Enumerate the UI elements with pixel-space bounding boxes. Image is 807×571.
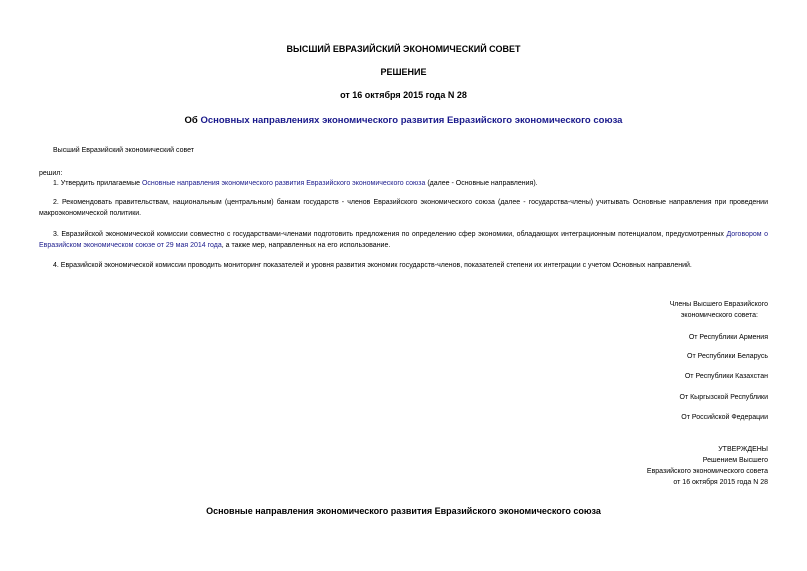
p1-link[interactable]: Основные направления экономического развития Евразийского экономического союза — [141, 180, 426, 187]
signature-russia: От Российской Федерации — [681, 414, 768, 421]
members-line-1: Члены Высшего Евразийского — [669, 301, 768, 308]
signature-armenia: От Республики Армения — [688, 334, 768, 341]
paragraph-3 — [39, 229, 768, 251]
approval-line-2: Решением Высшего — [702, 457, 768, 464]
paragraph-4: 4. Евразийской экономической комиссии проводить мониторинг показателей и уровня развития экономик государств-членов, показателей степени их интеграции с учетом Основных направлений. — [53, 262, 692, 269]
approval-block — [647, 444, 768, 488]
paragraph-1 — [53, 178, 768, 189]
signature-kazakhstan: От Республики Казахстан — [684, 373, 768, 380]
approval-line-1: УТВЕРЖДЕНЫ — [718, 446, 768, 453]
subject-prefix: Об — [184, 115, 201, 126]
decided-label: решил: — [39, 170, 63, 177]
intro-text: Высший Евразийский экономический совет — [53, 147, 194, 154]
p1-prefix: 1. Утвердить прилагаемые — [53, 180, 142, 187]
p3-suffix: , а также мер, направленных на его использование. — [221, 242, 391, 249]
p3-text: 3. Евразийской экономической комиссии совместно с государствами-членами подготовить предложения по определению сфер экономики, обладающих интеграционным потенциалом, предусмотренных — [53, 231, 727, 238]
signature-belarus: От Республики Беларусь — [687, 353, 768, 360]
doc-type: РЕШЕНИЕ — [380, 67, 427, 77]
p1-suffix: (далее - Основные направления). — [425, 180, 538, 187]
members-header — [670, 299, 768, 321]
subject-link[interactable]: Основных направлениях экономического развития Евразийского экономического союза — [200, 115, 623, 126]
council-title: ВЫСШИЙ ЕВРАЗИЙСКИЙ ЭКОНОМИЧЕСКИЙ СОВЕТ — [286, 44, 521, 54]
decision-subject — [0, 115, 807, 126]
decision-date: от 16 октября 2015 года N 28 — [340, 90, 467, 100]
paragraph-2: 2. Рекомендовать правительствам, национальным (центральным) банкам государств - членов Евразийского экономического союза (далее - государства-члены) учитывать Основные направления при проведении макроэкономической политики. — [39, 199, 768, 217]
approval-line-3: Евразийского экономического совета — [646, 468, 768, 475]
p3-link[interactable]: Договором о Евразийском экономическом союзе от 29 мая 2014 года — [39, 231, 768, 249]
approval-line-4: от 16 октября 2015 года N 28 — [673, 479, 768, 486]
signature-kyrgyzstan: От Кыргызской Республики — [679, 394, 768, 401]
members-line-2: экономического совета: — [680, 312, 758, 319]
annex-title: Основные направления экономического развития Евразийского экономического союза — [206, 506, 601, 516]
